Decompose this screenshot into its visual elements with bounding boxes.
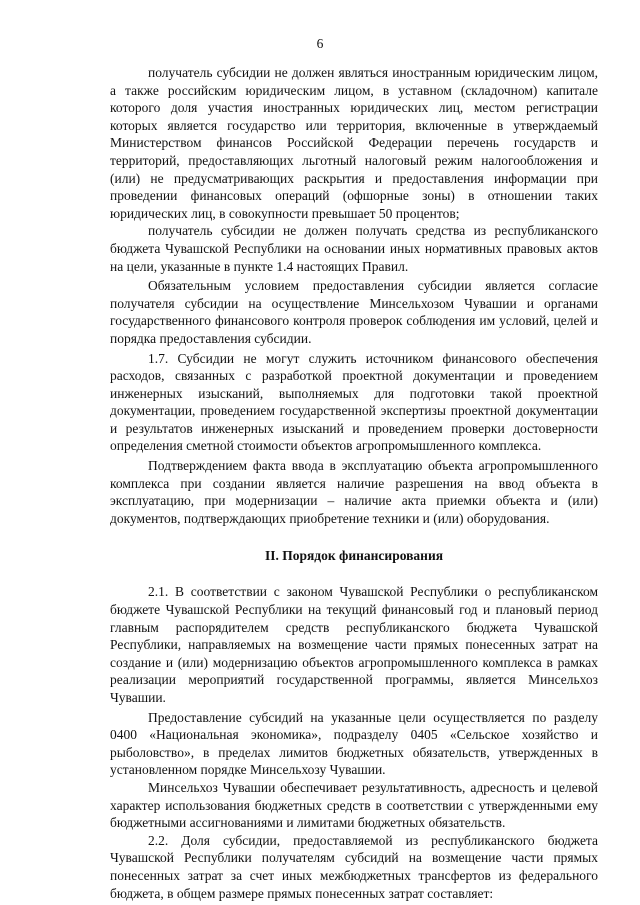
document-body [110,64,598,902]
paragraph-2-1: 2.1. В соответствии с законом Чувашской Республики о республиканском бюджете Чувашской Республики на текущий финансовый год и плановый период главным распорядителем средств республиканского бюджета Чувашской Республики, направляемых на возмещение части прямых понесенных затрат на создание и (или) модернизацию объектов агропромышленного комплекса в рамках реализации мероприятий государственной программы, является Минсельхоз Чувашии. [110,584,598,705]
paragraph-foreign-entity-condition: получатель субсидии не должен являться иностранным юридическим лицом, а также российским юридическим лицом, в уставном (складочном) капитале которого доля участия иностранных юридических лиц, местом регистрации которых является государство или территория, включенные в утверждаемый Министерством финансов Российской Федерации перечень государств и территорий, предоставляющих льготный налоговый режим налогообложения и (или) не предусматривающих раскрытия и предоставления информации при проведении финансовых операций (офшорные зоны) в отношении таких юридических лиц, в совокупности превышает 50 процентов; [110,65,598,221]
paragraph-budget-classification: Предоставление субсидий на указанные цели осуществляется по разделу 0400 «Национальная экономика», подразделу 0405 «Сельское хозяйство и рыболовство», в пределах лимитов бюджетных обязательств, утвержденных в установленном порядке Минсельхозу Чувашии. [110,709,598,778]
paragraph-effectiveness: Минсельхоз Чувашии обеспечивает результативность, адресность и целевой характер использования бюджетных средств в соответствии с утвержденными ему бюджетными ассигнованиями и лимитами бюджетных обязательств. [110,779,598,831]
paragraph-2-2: 2.2. Доля субсидии, предоставляемой из республиканского бюджета Чувашской Республики получателям субсидий на возмещение части прямых понесенных затрат за счет иных межбюджетных трансфертов из федерального бюджета, в общем размере прямых понесенных затрат составляет: [110,832,598,901]
paragraph-control-consent: Обязательным условием предоставления субсидии является согласие получателя субсидии на осуществление Минсельхозом Чувашии и органами государственного финансового контроля проверок соблюдения им условий, целей и порядка предоставления субсидии. [110,278,598,346]
paragraph-no-other-funding-condition: получатель субсидии не должен получать средства из республиканского бюджета Чувашской Республики на основании иных нормативных правовых актов на цели, указанные в пункте 1.4 настоящих Правил. [110,223,598,274]
section-heading: II. Порядок финансирования [264,548,444,564]
paragraph-1-7: 1.7. Субсидии не могут служить источником финансового обеспечения расходов, связанных с разработкой проектной документации и проведением инженерных изысканий, выполняемых для подготовки такой проектной документации, проведением государственной экспертизы проектной документации и результатов инженерных изысканий и проведением проверки достоверности определения сметной стоимости объектов агропромышленного комплекса. [110,350,598,454]
page-number: 6 [316,36,324,51]
paragraph-commissioning-proof: Подтверждением факта ввода в эксплуатацию объекта агропромышленного комплекса при создании является наличие разрешения на ввод объекта в эксплуатацию, при модернизации – наличие акта приемки объекта и (или) документов, подтверждающих приобретение техники и (или) оборудования. [110,458,598,526]
